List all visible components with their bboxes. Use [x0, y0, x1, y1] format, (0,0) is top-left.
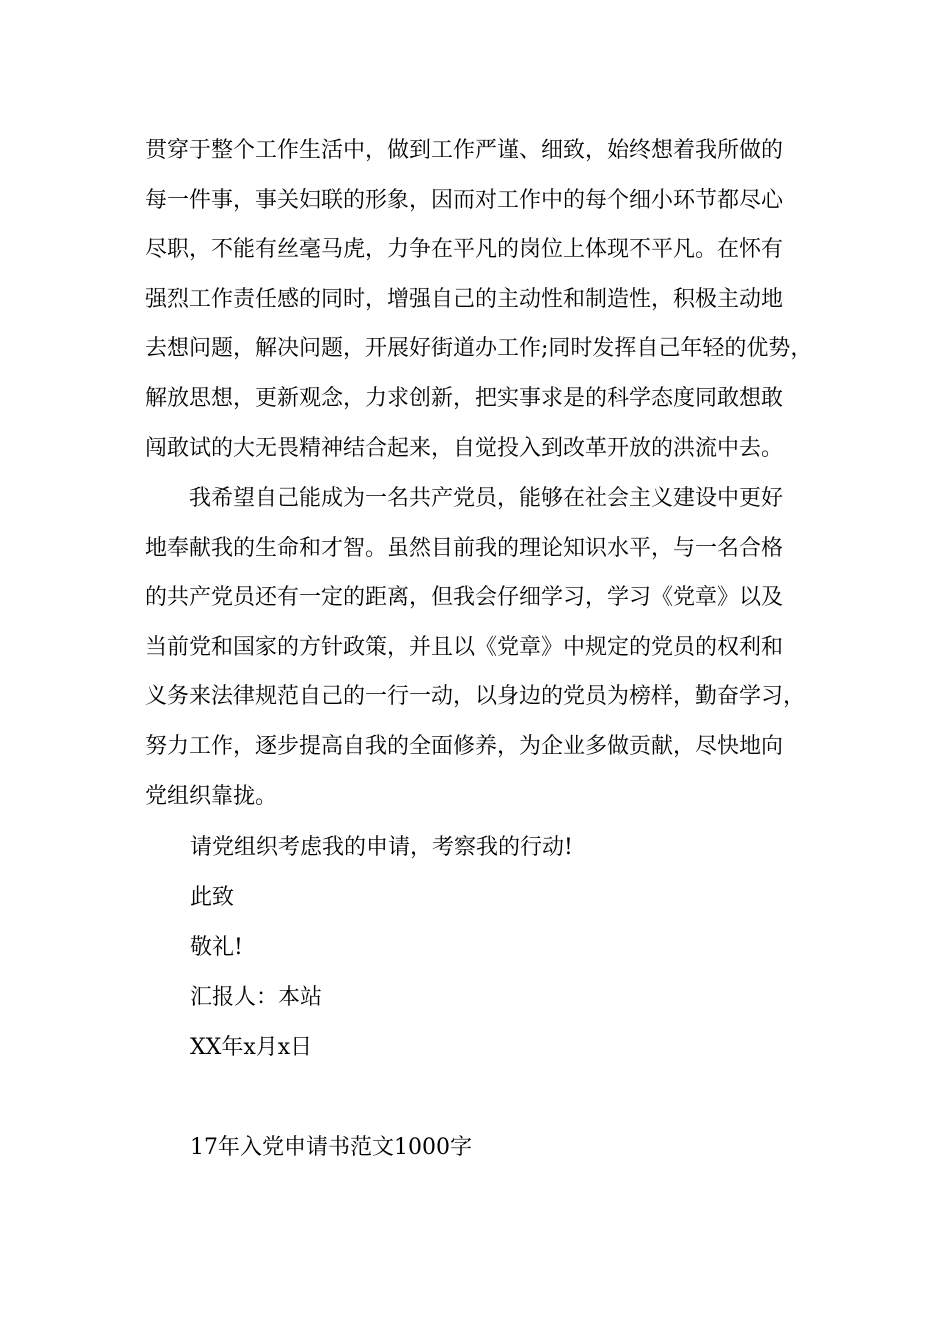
request-line: 请党组织考虑我的申请，考察我的行动! [190, 835, 573, 860]
text-line: 闯敢试的大无畏精神结合起来，自觉投入到改革开放的洪流中去。 [145, 435, 784, 461]
text-line: 解放思想，更新观念，力求创新，把实事求是的科学态度同敢想敢 [145, 385, 784, 411]
next-section-title: 17年入党申请书范文1000字 [190, 1135, 472, 1160]
reporter-signature: 汇报人：本站 [190, 985, 323, 1010]
report-date: XX年x月x日 [190, 1035, 313, 1060]
text-line: 努力工作，逐步提高自我的全面修养，为企业多做贡献，尽快地向 [145, 733, 784, 759]
body-paragraph-1 [145, 126, 825, 473]
text-line: 强烈工作责任感的同时，增强自己的主动性和制造性，积极主动地 [145, 286, 784, 312]
text-line: 贯穿于整个工作生活中，做到工作严谨、细致，始终想着我所做的 [145, 138, 784, 163]
text-line: 的共产党员还有一定的距离，但我会仔细学习，学习《党章》以及 [145, 585, 784, 611]
text-line: 我希望自己能成为一名共产党员，能够在社会主义建设中更好 [145, 486, 784, 511]
closing-respect: 敬礼! [190, 935, 243, 960]
text-line: 每一件事，事关妇联的形象，因而对工作中的每个细小环节都尽心 [145, 187, 784, 213]
text-line: 党组织靠拢。 [145, 783, 278, 809]
body-paragraph-2 [145, 474, 825, 821]
text-line: 去想问题，解决问题，开展好街道办工作;同时发挥自己年轻的优势， [145, 336, 813, 362]
closing-salutation: 此致 [190, 885, 235, 910]
text-line: 地奉献我的生命和才智。虽然目前我的理论知识水平，与一名合格 [145, 535, 784, 561]
text-line: 当前党和国家的方针政策，并且以《党章》中规定的党员的权利和 [145, 634, 784, 660]
text-line: 义务来法律规范自己的一行一动，以身边的党员为榜样，勤奋学习， [145, 684, 806, 710]
text-line: 尽职，不能有丝毫马虎，力争在平凡的岗位上体现不平凡。在怀有 [145, 237, 784, 263]
